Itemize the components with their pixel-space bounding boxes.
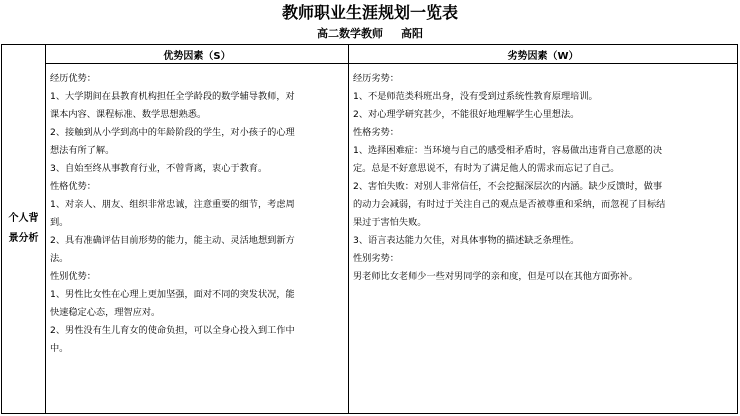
strength-line: 2、男性没有生儿育女的使命负担，可以全身心投入到工作中: [50, 325, 295, 336]
strength-line: 想法有所了解。: [50, 145, 115, 156]
strength-line: 快速稳定心态，理智应对。: [50, 307, 161, 318]
row-header-line2: 景分析: [8, 233, 39, 244]
swot-table: [1, 44, 738, 414]
row-header-background-analysis: [2, 45, 46, 414]
strength-line: 法。: [50, 253, 69, 264]
table-content-row: [2, 64, 738, 414]
strength-line: 1、对亲人、朋友、组织非常忠诚，注意重要的细节，考虑周: [50, 199, 295, 210]
strength-line: 到。: [50, 217, 69, 228]
teacher-info: [0, 27, 740, 41]
strength-line: 性别优势：: [50, 271, 96, 282]
weakness-line: 经历劣势：: [353, 73, 399, 84]
strength-line: 2、具有准确评估目前形势的能力，能主动、灵活地想到新方: [50, 235, 295, 246]
weakness-line: 性格劣势：: [353, 127, 399, 138]
weakness-line: 性别劣势：: [353, 253, 399, 264]
strength-line: 性格优势：: [50, 181, 96, 192]
weakness-line: 果过于害怕失败。: [353, 217, 427, 228]
strength-line: 2、接触到从小学到高中的年龄阶段的学生，对小孩子的心理: [50, 127, 295, 138]
weaknesses-header: 劣势因素（W）: [349, 45, 738, 64]
weakness-line: 的动力会减弱，有时过于关注自己的观点是否被尊重和采纳，而忽视了目标结: [353, 199, 666, 210]
strengths-cell: [46, 64, 349, 414]
strengths-list: [46, 64, 348, 358]
strengths-header: 优势因素（S）: [46, 45, 349, 64]
row-header-line1: 个人背: [8, 213, 39, 224]
strength-line: 经历优势：: [50, 73, 96, 84]
strength-line: 3、自始至终从事教育行业，不曾背离，衷心于教育。: [50, 163, 268, 174]
weakness-line: 男老师比女老师少一些对男同学的亲和度，但是可以在其他方面弥补。: [353, 271, 638, 282]
weakness-line: 2、对心理学研究甚少，不能很好地理解学生心里想法。: [353, 109, 580, 120]
weaknesses-list: [349, 64, 737, 286]
strength-line: 1、男性比女性在心理上更加坚强，面对不同的突发状况，能: [50, 289, 295, 300]
strength-line: 课本内容、课程标准、数学思想熟悉。: [50, 109, 207, 120]
teacher-position: 高二数学教师: [317, 27, 383, 40]
weakness-line: 2、害怕失败：对别人非常信任，不会挖掘深层次的内涵。缺少反馈时，做事: [353, 181, 663, 192]
strength-line: 1、大学期间在县教育机构担任全学龄段的数学辅导教师，对: [50, 91, 295, 102]
weakness-line: 3、语言表达能力欠佳，对具体事物的描述缺乏条理性。: [353, 235, 580, 246]
table-header-row: [2, 45, 738, 64]
weakness-line: 1、选择困难症：当环境与自己的感受相矛盾时，容易做出违背自己意愿的决: [353, 145, 663, 156]
weaknesses-cell: [349, 64, 738, 414]
document-title: 教师职业生涯规划一览表: [281, 3, 458, 22]
teacher-name: 高阳: [401, 27, 423, 40]
weakness-line: 定。总是不好意思说不，有时为了满足他人的需求而忘记了自己。: [353, 163, 620, 174]
strength-line: 中。: [50, 343, 69, 354]
weakness-line: 1、不是师范类科班出身，没有受到过系统性教育原理培训。: [353, 91, 598, 102]
